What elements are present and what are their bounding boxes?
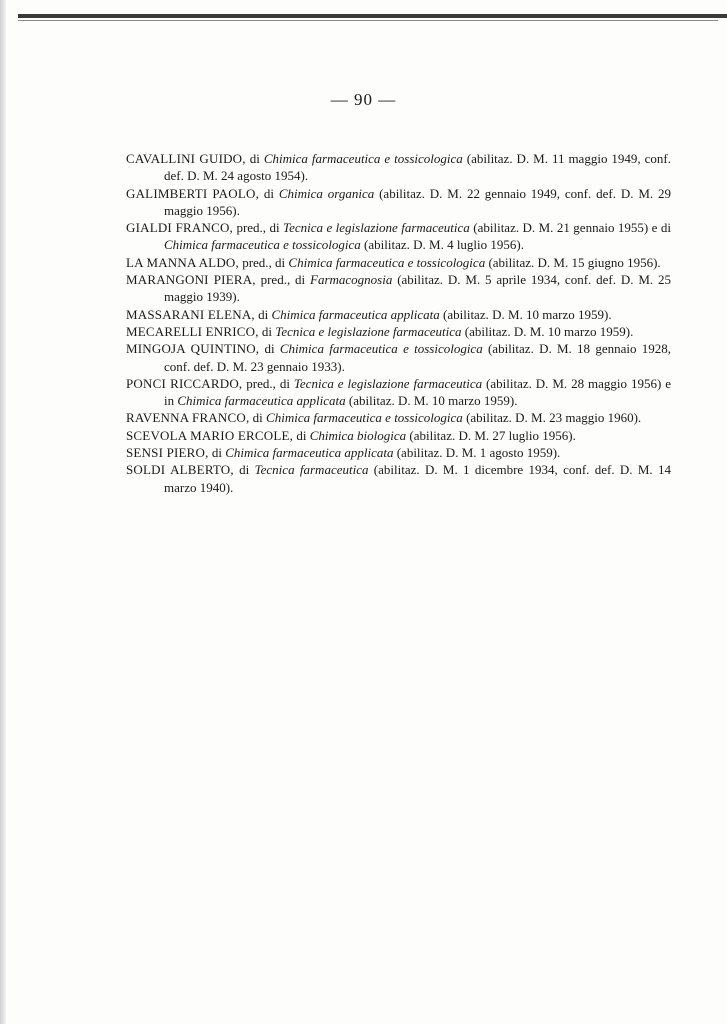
- entry-text: di: [259, 185, 279, 201]
- entry-name: LA MANNA ALDO,: [126, 254, 239, 270]
- entry-text: di: [208, 445, 226, 461]
- list-item: [126, 271, 671, 306]
- entry-name: PONCI RICCARDO,: [126, 375, 243, 391]
- entry-subject: Tecnica farmaceutica: [254, 462, 369, 478]
- entry-subject: Tecnica e legislazione farmaceutica: [293, 375, 483, 391]
- page-number: — 90 —: [330, 90, 397, 109]
- entry-subject: Chimica farmaceutica applicata: [225, 445, 394, 461]
- entry-name: SCEVOLA MARIO ERCOLE,: [126, 427, 294, 443]
- list-item: [126, 254, 671, 271]
- list-item: [126, 409, 671, 426]
- list-item: [126, 323, 671, 340]
- scan-left-edge: [0, 0, 6, 1024]
- entries-list: [126, 150, 671, 496]
- entry-text: (abilitaz. D. M. 21 gennaio 1955) e di: [469, 220, 671, 236]
- entry-text: di: [249, 410, 267, 426]
- entry-subject: Chimica biologica: [309, 427, 407, 443]
- entry-text: (abilitaz. D. M. 18 gennaio 1928, conf. def. D. M. 23 gennaio 1933).: [164, 341, 671, 374]
- entry-subject: Chimica farmaceutica applicata: [177, 393, 346, 409]
- entry-text: (abilitaz. D. M. 11 maggio 1949, conf. def. D. M. 24 agosto 1954).: [164, 151, 671, 184]
- entry-text: di: [245, 151, 264, 166]
- entry-text: (abilitaz. D. M. 23 maggio 1960).: [462, 410, 642, 426]
- entry-name: SOLDI ALBERTO,: [126, 462, 234, 478]
- entry-subject: Chimica farmaceutica e tossicologica: [263, 151, 463, 166]
- entry-text: (abilitaz. D. M. 22 gennaio 1949, conf. def. D. M. 29 maggio 1956).: [164, 185, 671, 218]
- entry-subject: Chimica farmaceutica e tossicologica: [288, 254, 486, 270]
- entry-subject: Chimica farmaceutica applicata: [271, 306, 440, 322]
- entry-text: pred., di: [242, 375, 294, 391]
- entry-text: di: [254, 306, 272, 322]
- entry-subject: Chimica organica: [278, 185, 375, 201]
- list-item: [126, 219, 671, 254]
- entry-text: pred., di: [255, 272, 311, 288]
- entry-name: CAVALLINI GUIDO,: [126, 151, 246, 166]
- list-item: [126, 185, 671, 220]
- entry-text: (abilitaz. D. M. 15 giugno 1956).: [485, 254, 661, 270]
- entry-name: MINGOJA QUINTINO,: [126, 341, 260, 357]
- top-rule: [18, 14, 727, 18]
- entry-name: MASSARANI ELENA,: [126, 306, 255, 322]
- entry-subject: Tecnica e legislazione farmaceutica: [283, 220, 470, 236]
- entry-name: GALIMBERTI PAOLO,: [126, 185, 260, 201]
- entry-text: (abilitaz. D. M. 10 marzo 1959).: [439, 306, 612, 322]
- list-item: [126, 427, 671, 444]
- list-item: [126, 150, 671, 185]
- top-rule-thin: [18, 20, 718, 21]
- entry-text: pred., di: [238, 254, 289, 270]
- entry-name: MARANGONI PIERA,: [126, 272, 256, 288]
- list-item: [126, 375, 671, 410]
- entry-text: (abilitaz. D. M. 4 luglio 1956).: [360, 237, 524, 253]
- list-item: [126, 444, 671, 461]
- entry-text: pred., di: [233, 220, 284, 236]
- list-item: [126, 340, 671, 375]
- entry-subject: Chimica farmaceutica e tossicologica: [266, 410, 463, 426]
- entry-text: (abilitaz. D. M. 28 maggio 1956) e in: [164, 375, 671, 409]
- entry-text: (abilitaz. D. M. 1 dicembre 1934, conf. def. D. M. 14 marzo 1940).: [164, 462, 671, 495]
- entry-subject: Chimica farmaceutica e tossicologica: [164, 237, 361, 253]
- entry-text: di: [293, 427, 310, 443]
- entry-subject: Chimica farmaceutica e tossicologica: [279, 341, 483, 357]
- entry-text: (abilitaz. D. M. 10 marzo 1959).: [345, 393, 518, 409]
- entry-text: di: [258, 323, 276, 339]
- entry-name: MECARELLI ENRICO,: [126, 323, 259, 339]
- entry-text: (abilitaz. D. M. 5 aprile 1934, conf. def. D. M. 25 maggio 1939).: [164, 272, 671, 305]
- entry-name: RAVENNA FRANCO,: [126, 410, 250, 426]
- entry-text: di: [259, 341, 280, 357]
- entry-subject: Farmacognosia: [310, 272, 393, 288]
- entry-text: (abilitaz. D. M. 27 luglio 1956).: [406, 427, 576, 443]
- list-item: [126, 306, 671, 323]
- entry-name: SENSI PIERO,: [126, 445, 209, 461]
- entry-text: di: [233, 462, 255, 478]
- entry-subject: Tecnica e legislazione farmaceutica: [275, 323, 462, 339]
- entry-name: GIALDI FRANCO,: [126, 220, 233, 236]
- entry-text: (abilitaz. D. M. 1 agosto 1959).: [393, 445, 561, 461]
- list-item: [126, 461, 671, 496]
- entry-text: (abilitaz. D. M. 10 marzo 1959).: [461, 323, 634, 339]
